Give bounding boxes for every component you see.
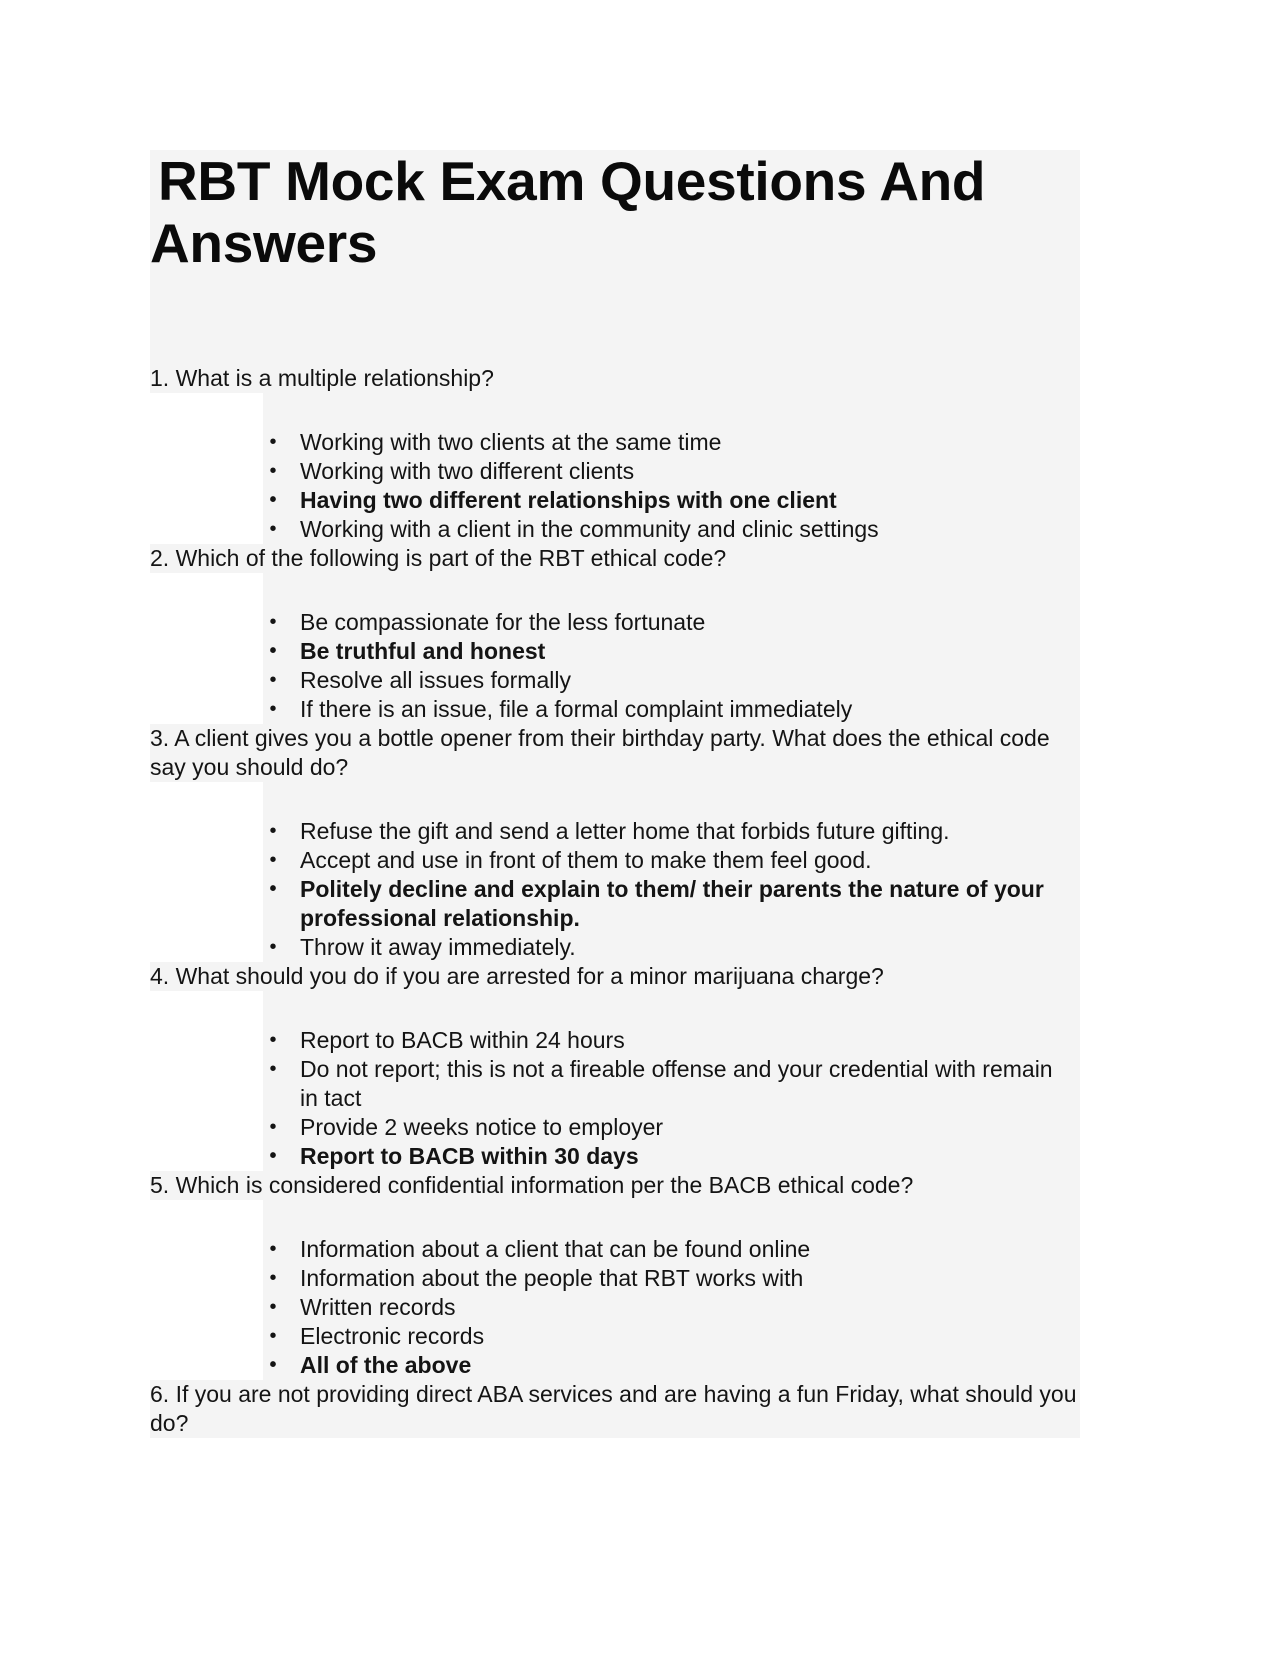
options-container bbox=[263, 393, 1080, 544]
answer-options bbox=[263, 817, 1080, 962]
question-block bbox=[150, 1171, 1080, 1380]
option-text: All of the above bbox=[300, 1352, 472, 1378]
question-text: 4. What should you do if you are arrested for a minor marijuana charge? bbox=[150, 962, 1080, 991]
options-container bbox=[263, 573, 1080, 724]
answer-option-correct bbox=[263, 1351, 1080, 1380]
bullet-icon: • bbox=[269, 878, 277, 900]
answer-option bbox=[263, 695, 1080, 724]
page-title bbox=[150, 150, 1080, 274]
bullet-icon: • bbox=[269, 1354, 277, 1376]
option-text: Electronic records bbox=[300, 1323, 485, 1349]
answer-option bbox=[263, 1026, 1080, 1055]
question-text: 3. A client gives you a bottle opener from their birthday party. What does the ethical code say you should do? bbox=[150, 724, 1080, 782]
answer-option bbox=[263, 666, 1080, 695]
answer-option bbox=[263, 1264, 1080, 1293]
title-line-1: RBT Mock Exam Questions And bbox=[158, 150, 986, 212]
answer-option bbox=[263, 1113, 1080, 1142]
bullet-icon: • bbox=[269, 936, 277, 958]
question-text: 1. What is a multiple relationship? bbox=[150, 364, 1080, 393]
options-container bbox=[263, 782, 1080, 962]
option-text: Having two different relationships with one client bbox=[300, 487, 837, 513]
bullet-icon: • bbox=[269, 1325, 277, 1347]
options-container bbox=[263, 1200, 1080, 1380]
question-block bbox=[150, 544, 1080, 724]
question-block bbox=[150, 1380, 1080, 1438]
answer-option bbox=[263, 846, 1080, 875]
answer-option bbox=[263, 1293, 1080, 1322]
option-text: Do not report; this is not a fireable offense and your credential with remain in tact bbox=[300, 1056, 1053, 1111]
bullet-icon: • bbox=[269, 1296, 277, 1318]
option-text: Information about the people that RBT works with bbox=[300, 1265, 804, 1291]
bullet-icon: • bbox=[269, 1116, 277, 1138]
bullet-icon: • bbox=[269, 431, 277, 453]
bullet-icon: • bbox=[269, 669, 277, 691]
bullet-icon: • bbox=[269, 611, 277, 633]
option-text: Accept and use in front of them to make them feel good. bbox=[300, 847, 872, 873]
option-text: Report to BACB within 24 hours bbox=[300, 1027, 625, 1053]
answer-option bbox=[263, 515, 1080, 544]
bullet-icon: • bbox=[269, 640, 277, 662]
option-text: Working with two different clients bbox=[300, 458, 635, 484]
bullet-icon: • bbox=[269, 698, 277, 720]
option-text: Working with two clients at the same time bbox=[300, 429, 722, 455]
answer-options bbox=[263, 1235, 1080, 1380]
question-block bbox=[150, 364, 1080, 544]
answer-option-correct bbox=[263, 486, 1080, 515]
bullet-icon: • bbox=[269, 849, 277, 871]
answer-option bbox=[263, 1322, 1080, 1351]
question-list bbox=[150, 364, 1080, 1438]
bullet-icon: • bbox=[269, 1145, 277, 1167]
bullet-icon: • bbox=[269, 460, 277, 482]
title-block bbox=[150, 150, 1080, 364]
title-line-2: Answers bbox=[150, 212, 378, 274]
options-container bbox=[263, 991, 1080, 1171]
option-text: Report to BACB within 30 days bbox=[300, 1143, 639, 1169]
answer-options bbox=[263, 428, 1080, 544]
option-text: Politely decline and explain to them/ their parents the nature of your professional relationship. bbox=[300, 876, 1044, 931]
option-text: Working with a client in the community and clinic settings bbox=[300, 516, 879, 542]
answer-option bbox=[263, 608, 1080, 637]
bullet-icon: • bbox=[269, 820, 277, 842]
answer-option bbox=[263, 1235, 1080, 1264]
option-text: Be compassionate for the less fortunate bbox=[300, 609, 706, 635]
answer-options bbox=[263, 1026, 1080, 1171]
question-text: 2. Which of the following is part of the RBT ethical code? bbox=[150, 544, 1080, 573]
bullet-icon: • bbox=[269, 1238, 277, 1260]
document-page bbox=[150, 150, 1080, 1438]
question-block bbox=[150, 962, 1080, 1171]
bullet-icon: • bbox=[269, 1029, 277, 1051]
bullet-icon: • bbox=[269, 1267, 277, 1289]
bullet-icon: • bbox=[269, 489, 277, 511]
option-text: Provide 2 weeks notice to employer bbox=[300, 1114, 664, 1140]
bullet-icon: • bbox=[269, 518, 277, 540]
option-text: Written records bbox=[300, 1294, 456, 1320]
answer-option bbox=[263, 457, 1080, 486]
answer-option-correct bbox=[263, 1142, 1080, 1171]
option-text: Throw it away immediately. bbox=[300, 934, 576, 960]
option-text: Resolve all issues formally bbox=[300, 667, 571, 693]
option-text: Information about a client that can be found online bbox=[300, 1236, 811, 1262]
answer-option-correct bbox=[263, 637, 1080, 666]
answer-options bbox=[263, 608, 1080, 724]
option-text: Be truthful and honest bbox=[300, 638, 546, 664]
answer-option bbox=[263, 1055, 1080, 1113]
answer-option-correct bbox=[263, 875, 1080, 933]
question-text: 6. If you are not providing direct ABA services and are having a fun Friday, what should you do? bbox=[150, 1380, 1080, 1438]
option-text: Refuse the gift and send a letter home that forbids future gifting. bbox=[300, 818, 950, 844]
option-text: If there is an issue, file a formal complaint immediately bbox=[300, 696, 853, 722]
bullet-icon: • bbox=[269, 1058, 277, 1080]
question-text: 5. Which is considered confidential information per the BACB ethical code? bbox=[150, 1171, 1080, 1200]
answer-option bbox=[263, 817, 1080, 846]
question-block bbox=[150, 724, 1080, 962]
answer-option bbox=[263, 933, 1080, 962]
answer-option bbox=[263, 428, 1080, 457]
